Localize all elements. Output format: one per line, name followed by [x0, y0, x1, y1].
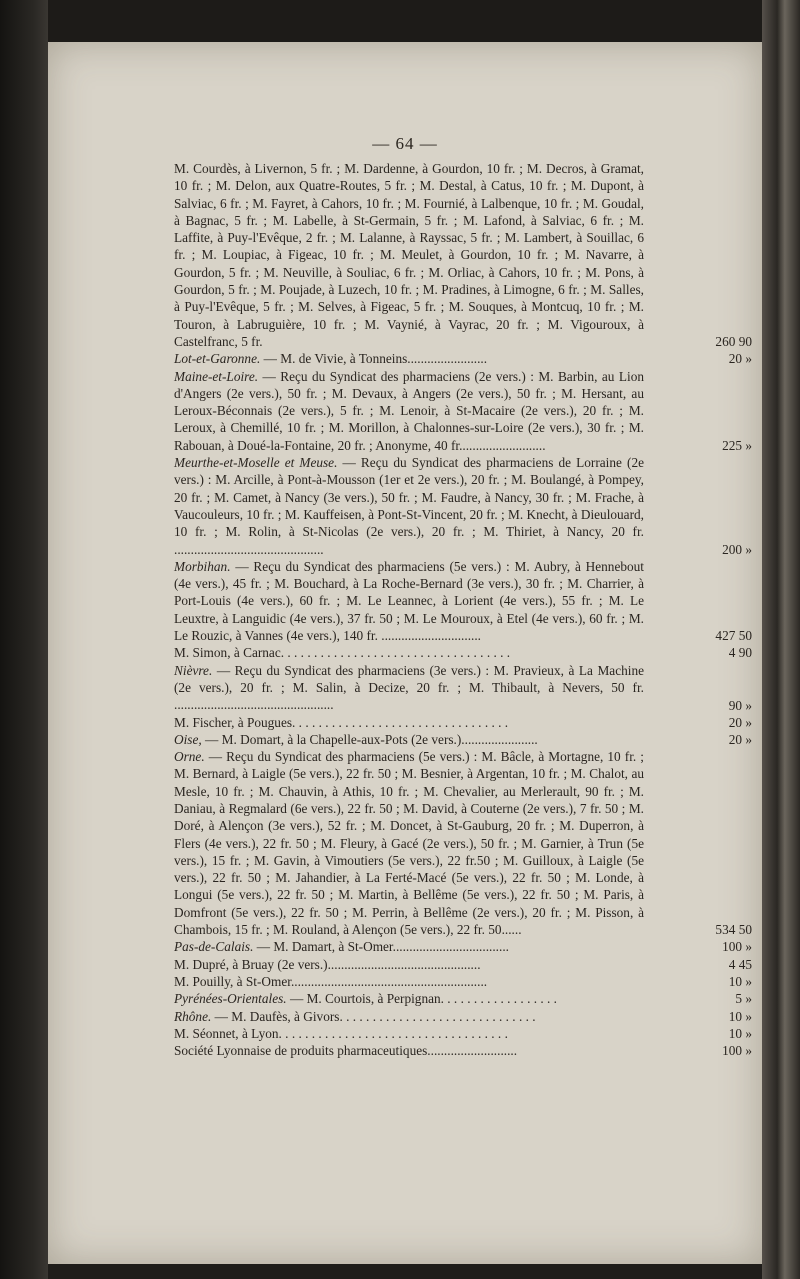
amount-row: [644, 1025, 794, 1042]
list-entry: [174, 990, 644, 1007]
list-entry: [174, 350, 644, 367]
department-name: Meurthe-et-Moselle et Meuse.: [174, 455, 338, 471]
list-entry: [174, 956, 644, 973]
amount-value: 5 »: [735, 990, 752, 1006]
department-name: Morbihan.: [174, 558, 231, 574]
amount-row: [644, 1042, 794, 1059]
book-page: [48, 42, 762, 1264]
department-name: Nièvre.: [174, 662, 213, 678]
amount-row: [644, 714, 794, 731]
amount-value: 4 45: [728, 956, 752, 972]
department-name: Orne.: [174, 749, 205, 765]
department-name: Rhône.: [174, 1008, 212, 1024]
list-entry: [174, 1042, 644, 1059]
entry-text: M. Simon, à Carnac. . . . . . . . . . . . . . . . . . . . . . . . . . . . . . . . . . .: [174, 645, 511, 661]
amount-row: [644, 627, 794, 644]
amount-row: [644, 921, 794, 938]
amount-row: [644, 938, 794, 955]
entry-text: — M. Courtois, à Perpignan. . . . . . . . . . . . . . . . . .: [289, 991, 557, 1007]
page-number: — 64 —: [372, 134, 438, 153]
department-name: Maine-et-Loire.: [174, 368, 259, 384]
amount-row: [644, 644, 794, 661]
entry-text: Société Lyonnaise de produits pharmaceutiques...........................: [174, 1043, 518, 1059]
amount-row: [644, 541, 794, 558]
amount-row: [644, 1008, 794, 1025]
entry-text: — Reçu du Syndicat des pharmaciens (3e vers.) : M. Pravieux, à La Machine (2e vers.), 20 fr. ; M. Salin, à Decize, 20 fr. ; M. Thibault, à Nevers, 50 fr. ................................................: [174, 662, 644, 713]
amount-value: 10 »: [728, 973, 752, 989]
amount-value: 10 »: [728, 1008, 752, 1024]
list-entry: [174, 1008, 644, 1025]
list-entry: [174, 644, 644, 661]
amount-row: [644, 731, 794, 748]
department-name: Pas-de-Calais.: [174, 939, 254, 955]
entry-text: M. Séonnet, à Lyon. . . . . . . . . . . . . . . . . . . . . . . . . . . . . . . . . . .: [174, 1025, 508, 1041]
amount-value: 20 »: [728, 714, 752, 730]
list-entry: [174, 368, 644, 454]
list-entry: [174, 748, 644, 938]
amount-value: 20 »: [728, 731, 752, 747]
entry-text: — M. Damart, à St-Omer...................................: [256, 939, 509, 955]
scan-top-edge: [48, 0, 762, 42]
department-name: Lot-et-Garonne.: [174, 351, 261, 367]
amount-row: [644, 973, 794, 990]
list-entry: [174, 973, 644, 990]
amount-value: 100 »: [722, 938, 752, 954]
amount-value: 427 50: [715, 627, 752, 643]
amount-row: [644, 437, 794, 454]
list-entry: [174, 938, 644, 955]
amount-value: 20 »: [728, 350, 752, 366]
entry-text: M. Dupré, à Bruay (2e vers.)..............................................: [174, 956, 481, 972]
amount-value: 534 50: [715, 921, 752, 937]
list-entry: [174, 454, 644, 558]
amount-row: [644, 697, 794, 714]
list-entry: [174, 558, 644, 644]
amount-row: [644, 333, 794, 350]
amount-value: 90 »: [728, 697, 752, 713]
amount-row: [644, 350, 794, 367]
entry-text: M. Courdès, à Livernon, 5 fr. ; M. Dardenne, à Gourdon, 10 fr. ; M. Decros, à Gramat, 10 fr. ; M. Delon, aux Quatre-Routes, 5 fr. ; M. Destal, à Catus, 10 fr. ; M. Dupont, à Salviac, 6 fr. ; M. Fayret, à Cahors, 10 fr. ; M. Fournié, à Lalbenque, 10 fr. ; M. Goudal, à Bagnac, 5 fr. ; M. Labelle, à St-Germain, 5 fr. ; M. Lafond, à Salviac, 6 fr. ; M. Laffite, à Puy-l'Evêque, 2 fr. ; M. Lalanne, à Rayssac, 5 fr. ; M. Lambert, à Souillac, 6 fr. ; M. Loupiac, à Figeac, 10 fr. ; M. Meulet, à Gourdon, 10 fr. ; M. Navarre, à Gourdon, 5 fr. ; M. Neuville, à Souliac, 6 fr. ; M. Orliac, à Cahors, 10 fr. ; M. Pons, à Gourdon, 5 fr. ; M. Poujade, à Luzech, 10 fr. ; M. Pradines, à Limogne, 6 fr. ; M. Salles, à Puy-l'Evêque, 5 fr. ; M. Selves, à Figeac, 5 fr. ; M. Souques, à Montcuq, 10 fr. ; M. Touron, à Labruguière, 10 fr. ; M. Vaynié, à Vayrac, 20 fr. ; M. Vigouroux, à Castelfranc, 5 fr.: [174, 161, 644, 349]
list-entry: [174, 714, 644, 731]
entry-text: — Reçu du Syndicat des pharmaciens (5e vers.) : M. Aubry, à Hennebout (4e vers.), 45 fr. ; M. Bouchard, à La Roche-Bernard (3e vers.), 30 fr. ; M. Charrier, à Port-Louis (4e vers.), 60 fr. ; M. Le Leannec, à Lorient (4e vers.), 55 fr. ; M. Le Leuxtre, à Languidic (4e vers.), 37 fr. 50 ; M. Le Mouroux, à Etel (4e vers.), 60 fr. ; M. Le Rouzic, à Vannes (4e vers.), 140 fr. ..............................: [174, 558, 644, 644]
list-entry: [174, 160, 644, 350]
entry-text: M. Pouilly, à St-Omer...........................................................: [174, 973, 488, 989]
entry-text: — M. Domart, à la Chapelle-aux-Pots (2e vers.).......................: [205, 731, 538, 747]
amount-value: 100 »: [722, 1042, 752, 1058]
department-name: Pyrénées-Orientales.: [174, 991, 287, 1007]
department-name: Oise,: [174, 731, 202, 747]
list-entry: [174, 731, 644, 748]
amount-row: [644, 956, 794, 973]
entry-text: — M. Daufès, à Givors. . . . . . . . . . . . . . . . . . . . . . . . . . . . . .: [214, 1008, 536, 1024]
book-binding: [0, 0, 48, 1279]
entry-text: — Reçu du Syndicat des pharmaciens (2e vers.) : M. Barbin, au Lion d'Angers (2e vers.), 50 fr. ; M. Devaux, à Angers (2e vers.), 50 fr. ; M. Hersant, au Leroux-Béconnais (2e vers.), 5 fr. ; M. Lenoir, à St-Macaire (2e vers.), 20 fr. ; M. Leroux, à Chemillé, 10 fr. ; M. Morillon, à Chalonnes-sur-Loire (2e vers.), 30 fr. ; M. Rabouan, à Doué-la-Fontaine, 20 fr. ; Anonyme, 40 fr..........................: [174, 368, 644, 453]
amount-value: 225 »: [722, 437, 752, 453]
amount-value: 4 90: [728, 644, 752, 660]
entry-text: — M. de Vivie, à Tonneins........................: [263, 351, 488, 367]
list-entry: [174, 662, 644, 714]
list-entry: [174, 1025, 644, 1042]
amount-value: 260 90: [715, 333, 752, 349]
amount-row: [644, 990, 794, 1007]
entry-text: M. Fischer, à Pougues. . . . . . . . . . . . . . . . . . . . . . . . . . . . . . . . .: [174, 714, 509, 730]
entry-text: — Reçu du Syndicat des pharmaciens de Lorraine (2e vers.) : M. Arcille, à Pont-à-Mousson (1er et 2e vers.), 20 fr. ; M. Boulangé, à Pompey, 20 fr. ; M. Camet, à Nancy (3e vers.), 50 fr. ; M. Faudre, à Nancy, 30 fr. ; M. Frache, à Vaucouleurs, 10 fr. ; M. Kauffeisen, à Pont-St-Vincent, 20 fr. ; M. Knecht, à Dieulouard, 10 fr. ; M. Rolin, à St-Nicolas (2e vers.), 20 fr. ; M. Thiriet, à Nancy, 20 fr. .............................................: [174, 455, 644, 557]
amount-value: 10 »: [728, 1025, 752, 1041]
entry-text: — Reçu du Syndicat des pharmaciens (5e vers.) : M. Bâcle, à Mortagne, 10 fr. ; M. Bernard, à Laigle (5e vers.), 22 fr. 50 ; M. Besnier, à Argentan, 10 fr. ; M. Chalot, au Mesle, 10 fr. ; M. Chauvin, à Athis, 10 fr. ; M. Chevalier, au Merlerault, 90 fr. ; M. Daniau, à Regmalard (6e vers.), 22 fr. 50 ; M. David, à Couterne (2e vers.), 7 fr. 50 ; M. Doré, à Alençon (3e vers.), 52 fr. ; M. Doncet, à St-Gauburg, 20 fr. ; M. Duperron, à Flers (4e vers.), 22 fr. 50 ; M. Fleury, à Gacé (2e vers.), 50 fr. ; M. Garnier, à Trun (5e vers.), 15 fr. ; M. Gavin, à Vimoutiers (5e vers.), 22 fr.50 ; M. Guilloux, à Laigle (5e vers.), 22 fr. 50 ; M. Jahandier, à La Ferté-Macé (5e vers.), 22 fr. 50 ; M. Londe, à Longui (5e vers.), 22 fr. 50 ; M. Martin, à Bellême (5e vers.), 22 fr. 50 ; M. Paris, à Domfront (5e vers.), 22 fr. 50 ; M. Perrin, à Bellême (2e vers.), 20 fr. ; M. Pisson, à Chambois, 15 fr. ; M. Rouland, à Alençon (5e vers.), 22 fr. 50......: [174, 749, 645, 938]
subscription-list: [174, 160, 644, 1059]
amount-value: 200 »: [722, 541, 752, 557]
